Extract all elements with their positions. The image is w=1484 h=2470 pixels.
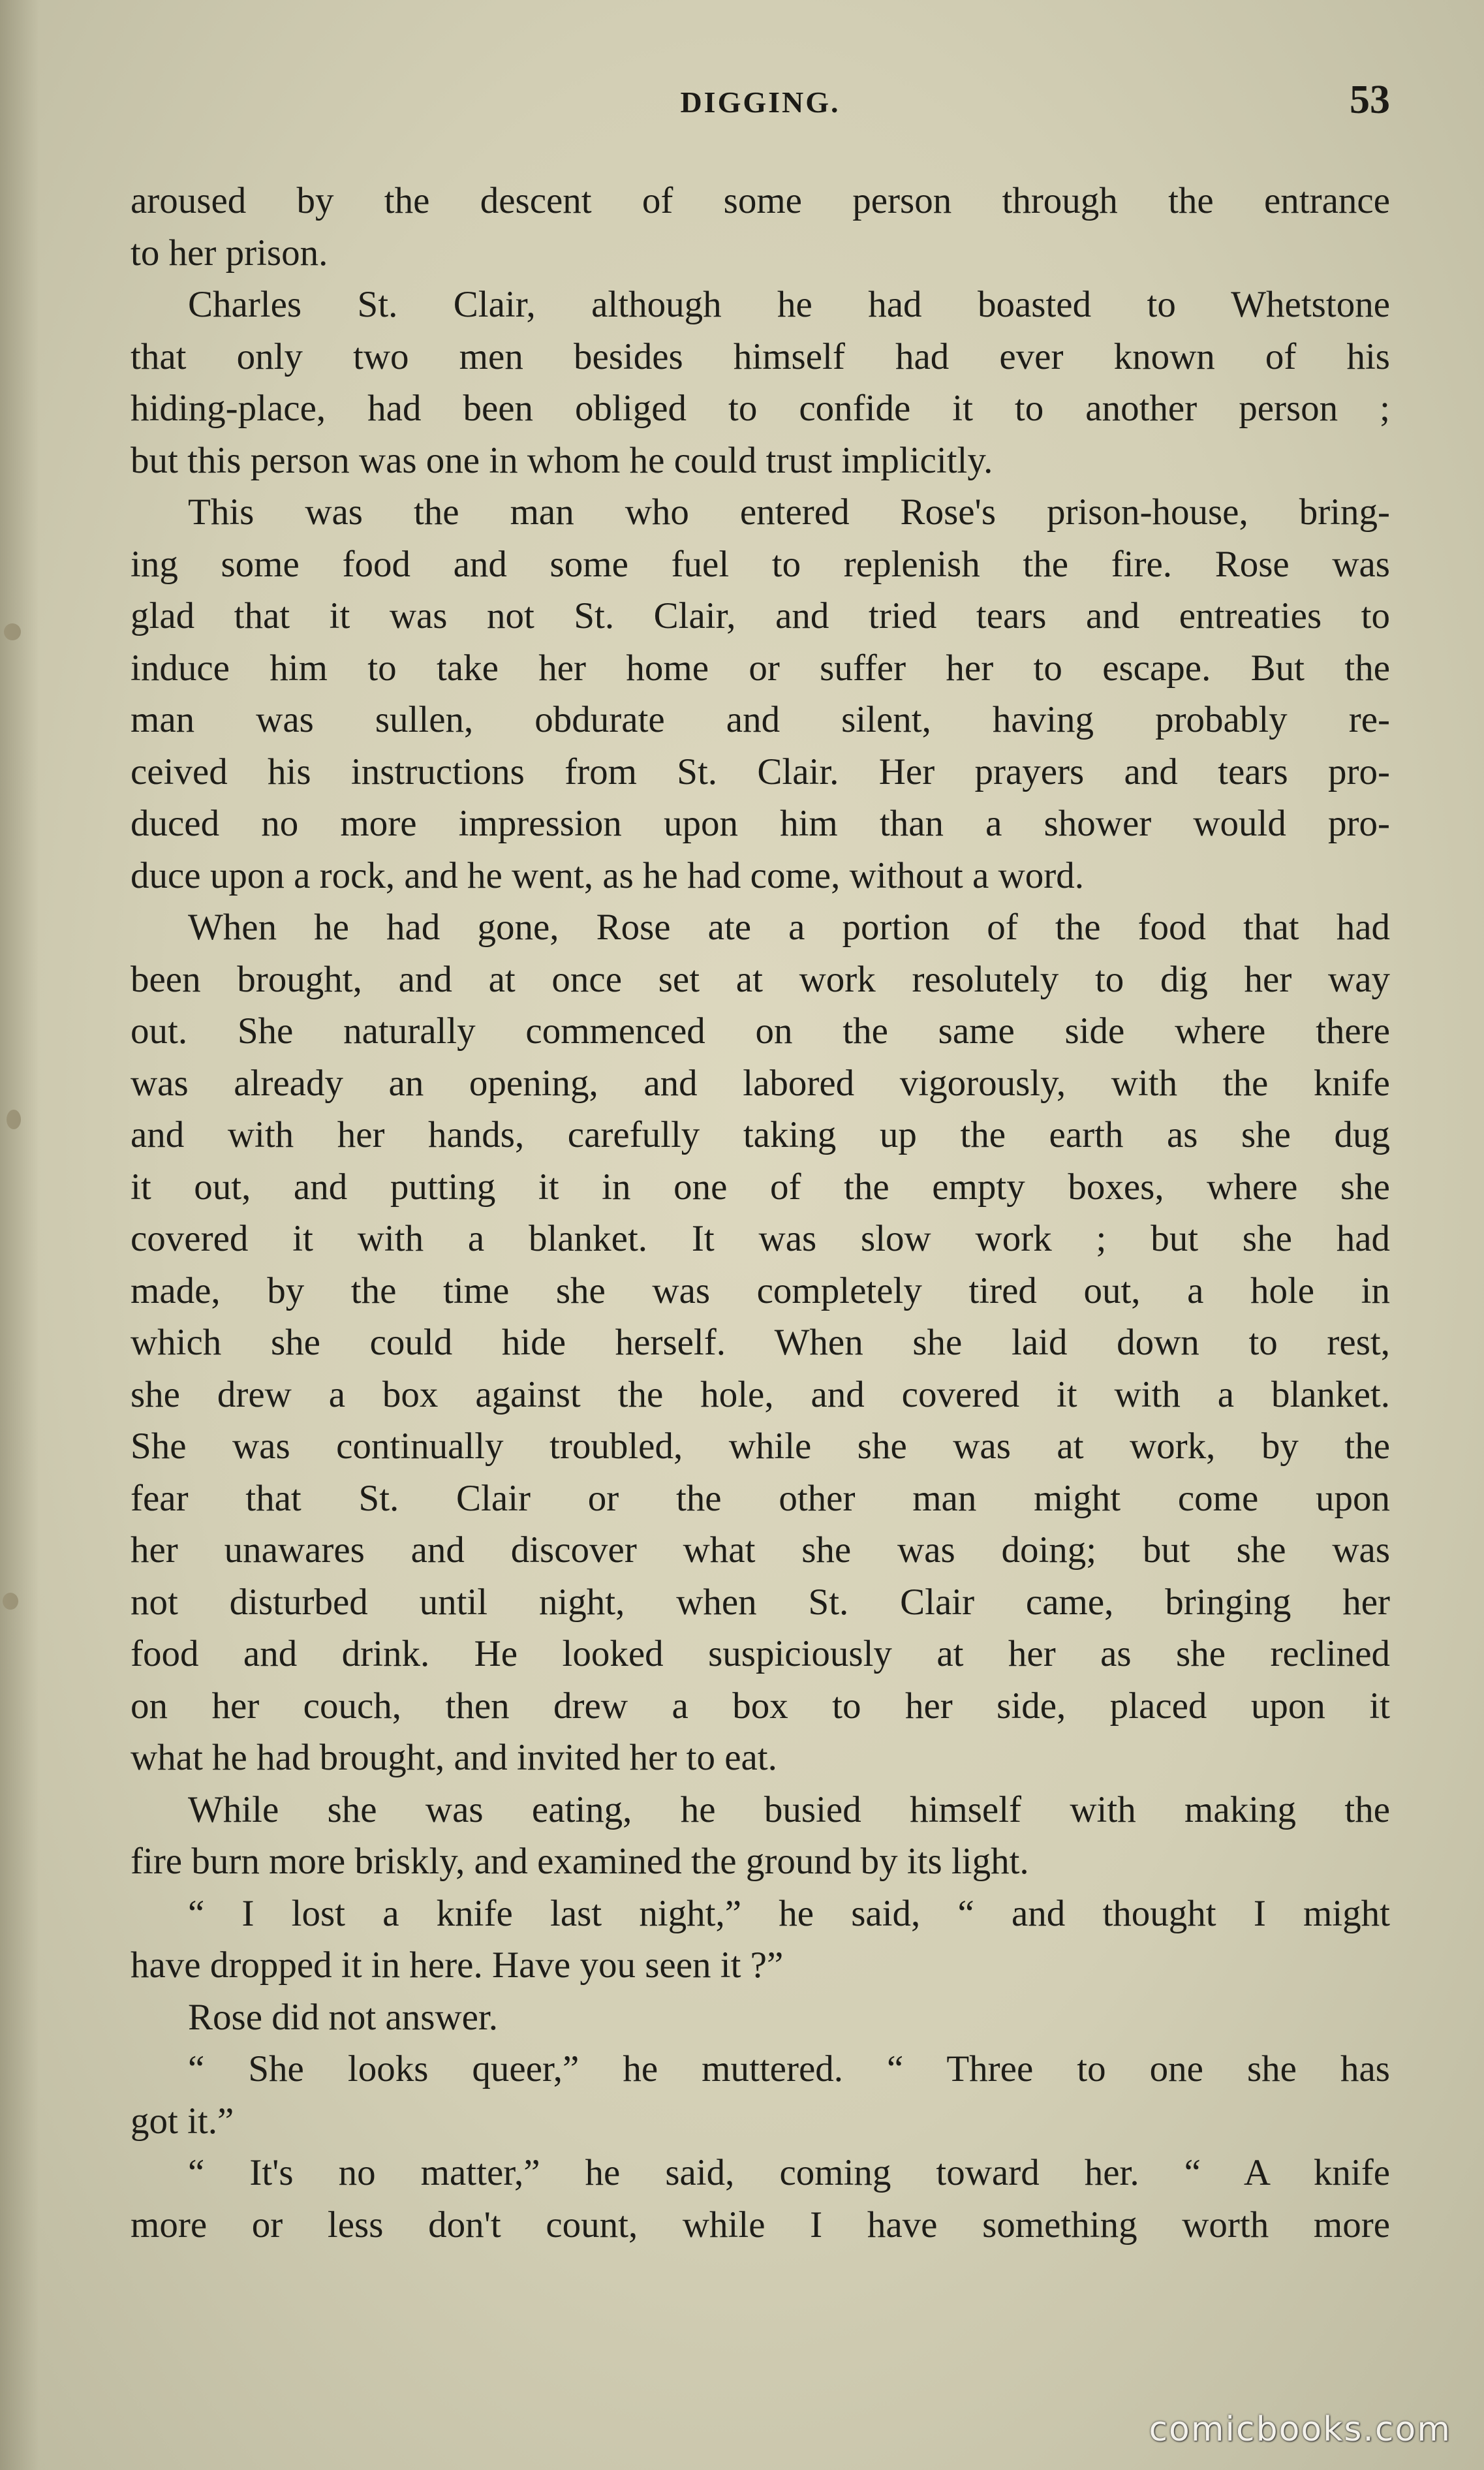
watermark: comicbooks.com bbox=[1149, 2410, 1451, 2449]
page-edge-shadow bbox=[0, 0, 39, 2470]
text-line: on her couch, then drew a box to her side, placed upon it bbox=[131, 1685, 1390, 1727]
text-line: not disturbed until night, when St. Clair came, bringing her bbox=[131, 1581, 1390, 1623]
text-line: out. She naturally commenced on the same side where there bbox=[131, 1010, 1390, 1052]
text-line: covered it with a blanket. It was slow work ; but she had bbox=[131, 1218, 1390, 1259]
text-line: more or less don't count, while I have something worth more bbox=[131, 2204, 1390, 2245]
text-line: fire burn more briskly, and examined the ground by its light. bbox=[131, 1841, 1029, 1882]
text-line: what he had brought, and invited her to eat. bbox=[131, 1737, 777, 1778]
running-head bbox=[131, 77, 1390, 136]
text-line: fear that St. Clair or the other man might come upon bbox=[131, 1477, 1390, 1519]
text-line: her unawares and discover what she was doing; but she was bbox=[131, 1529, 1390, 1571]
text-line: which she could hide herself. When she laid down to rest, bbox=[131, 1322, 1390, 1363]
text-line: Charles St. Clair, although he had boasted to Whetstone bbox=[188, 284, 1390, 325]
text-line: duce upon a rock, and he went, as he had come, without a word. bbox=[131, 854, 1084, 896]
page-hole-mark bbox=[4, 623, 21, 640]
text-line: man was sullen, obdurate and silent, having probably re- bbox=[131, 699, 1390, 740]
text-line: and with her hands, carefully taking up the earth as she dug bbox=[131, 1114, 1390, 1155]
text-line: “ She looks queer,” he muttered. “ Three to one she has bbox=[188, 2048, 1390, 2089]
text-line: have dropped it in here. Have you seen it ?” bbox=[131, 1945, 784, 1986]
text-line: ing some food and some fuel to replenish the fire. Rose was bbox=[131, 543, 1390, 585]
page-hole-mark bbox=[7, 1110, 21, 1129]
text-line: This was the man who entered Rose's prison-house, bring- bbox=[188, 492, 1390, 533]
body-text bbox=[131, 175, 1390, 2283]
text-line: that only two men besides himself had ever known of his bbox=[131, 336, 1390, 377]
text-line: been brought, and at once set at work resolutely to dig her way bbox=[131, 958, 1390, 1000]
text-line: it out, and putting it in one of the empty boxes, where she bbox=[131, 1166, 1390, 1208]
text-line: induce him to take her home or suffer her to escape. But the bbox=[131, 647, 1390, 689]
text-line: duced no more impression upon him than a shower would pro- bbox=[131, 803, 1390, 844]
text-line: Rose did not answer. bbox=[188, 1996, 498, 2038]
text-line: food and drink. He looked suspiciously at her as she reclined bbox=[131, 1633, 1390, 1674]
text-line: While she was eating, he busied himself with making the bbox=[188, 1789, 1390, 1830]
chapter-title: DIGGING. bbox=[680, 86, 841, 119]
text-line: When he had gone, Rose ate a portion of the food that had bbox=[188, 907, 1390, 948]
text-line: but this person was one in whom he could trust implicitly. bbox=[131, 439, 993, 481]
text-line: aroused by the descent of some person through the entrance bbox=[131, 180, 1390, 221]
page-hole-mark bbox=[3, 1593, 18, 1610]
text-line: ceived his instructions from St. Clair. Her prayers and tears pro- bbox=[131, 751, 1390, 792]
text-line: glad that it was not St. Clair, and tried tears and entreaties to bbox=[131, 595, 1390, 636]
text-line: got it.” bbox=[131, 2100, 234, 2142]
text-line: hiding-place, had been obliged to confide it to another person ; bbox=[131, 388, 1390, 429]
text-line: She was continually troubled, while she was at work, by the bbox=[131, 1426, 1390, 1467]
text-line: made, by the time she was completely tired out, a hole in bbox=[131, 1270, 1390, 1311]
text-line: was already an opening, and labored vigorously, with the knife bbox=[131, 1062, 1390, 1104]
page-number: 53 bbox=[1350, 78, 1390, 122]
text-line: “ I lost a knife last night,” he said, “ and thought I might bbox=[188, 1892, 1390, 1934]
text-line: to her prison. bbox=[131, 232, 328, 274]
text-line: she drew a box against the hole, and covered it with a blanket. bbox=[131, 1373, 1390, 1415]
text-line: “ It's no matter,” he said, coming toward her. “ A knife bbox=[188, 2152, 1390, 2193]
